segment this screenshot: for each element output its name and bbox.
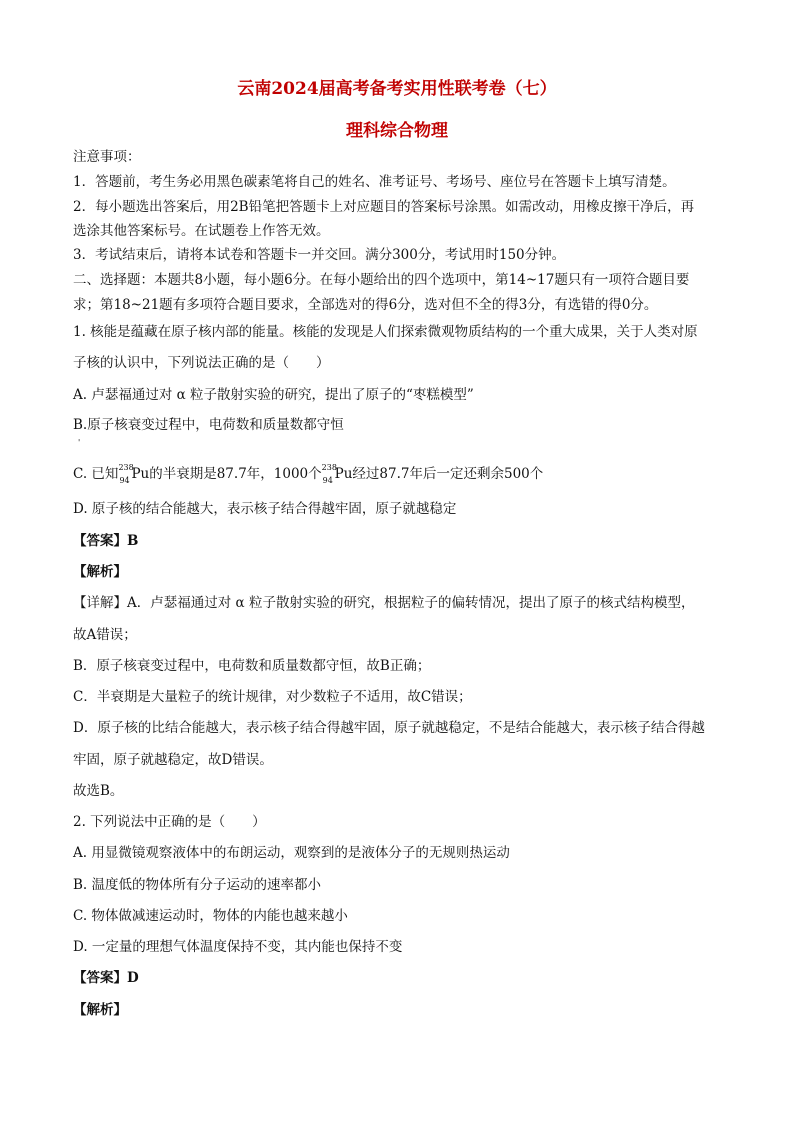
question-1-detail: 牢固，原子就越稳定，故D错误。: [73, 752, 273, 768]
exam-title: 云南2024届高考备考实用性联考卷（七）: [237, 79, 557, 99]
nuclide-atomic-number: 94: [322, 476, 333, 485]
answer-label: 【答案】: [73, 970, 127, 986]
option-c-prefix: C. 已知: [73, 466, 119, 482]
nuclide-symbol: [118, 465, 149, 483]
question-1-detail: C．半衰期是大量粒子的统计规律，对少数粒子不适用，故C错误；: [73, 689, 472, 705]
question-1-stem: 1. 核能是蕴藏在原子核内部的能量。核能的发现是人们探索微观物质结构的一个重大成果，关于人类对原: [73, 324, 698, 340]
notice-item: 选涂其他答案标号。在试题卷上作答无效。: [73, 223, 330, 239]
option-c-suffix: 经过87.7年后一定还剩余500个: [352, 466, 544, 482]
notice-item: 1．答题前，考生务必用黑色碳素笔将自己的姓名、准考证号、考场号、座位号在答题卡上填写清楚。: [73, 174, 676, 190]
nuclide-mass-number: 238: [321, 463, 337, 472]
section-instruction: 二、选择题：本题共8小题，每小题6分。在每小题给出的四个选项中，第14~17题只有一项符合题目要: [73, 272, 690, 288]
nuclide-atomic-number: 94: [119, 476, 130, 485]
nuclide-element: Pu: [334, 466, 353, 482]
section-instruction: 求；第18~21题有多项符合题目要求，全部选对的得6分，选对但不全的得3分，有选错的得0分。: [73, 297, 658, 313]
question-2-option-d: D. 一定量的理想气体温度保持不变，其内能也保持不变: [73, 939, 403, 955]
question-2-option-b: B. 温度低的物体所有分子运动的速率都小: [73, 877, 322, 893]
question-1-stem: 子核的认识中，下列说法正确的是（ ）: [73, 355, 330, 371]
question-1-option-a: A. 卢瑟福通过对 α 粒子散射实验的研究，提出了原子的“枣糕模型”: [73, 387, 474, 403]
question-2-analysis-label: 【解析】: [73, 1002, 127, 1018]
question-1-option-d: D. 原子核的结合能越大，表示核子结合得越牢固，原子就越稳定: [73, 501, 457, 517]
question-1-option-c: [73, 465, 733, 483]
question-1-analysis-label: 【解析】: [73, 564, 127, 580]
option-c-middle: 的半衰期是87.7年，1000个: [149, 466, 322, 482]
question-2-stem: 2. 下列说法中正确的是（ ）: [73, 814, 266, 830]
question-1-detail: B．原子核衰变过程中，电荷数和质量数都守恒，故B正确；: [73, 658, 431, 674]
nuclide-element: Pu: [131, 466, 150, 482]
question-1-detail: 故A错误；: [73, 627, 137, 643]
stray-mark: ': [78, 438, 81, 447]
answer-label: 【答案】: [73, 533, 127, 549]
nuclide-mass-number: 238: [118, 463, 134, 472]
question-1-option-b: B.原子核衰变过程中，电荷数和质量数都守恒: [73, 417, 344, 433]
question-1-detail: 故选B。: [73, 783, 124, 799]
exam-subtitle: 理科综合物理: [346, 121, 448, 141]
notice-item: 3．考试结束后，请将本试卷和答题卡一并交回。满分300分，考试用时150分钟。: [73, 247, 566, 263]
answer-value: B: [127, 533, 139, 549]
question-2-answer: [73, 969, 733, 987]
nuclide-symbol: [322, 465, 353, 483]
question-1-detail: D．原子核的比结合能越大，表示核子结合得越牢固，原子就越稳定，不是结合能越大，表示核子结合得越: [73, 720, 705, 736]
notice-heading: 注意事项：: [73, 149, 141, 165]
question-2-option-a: A. 用显微镜观察液体中的布朗运动，观察到的是液体分子的无规则热运动: [73, 845, 510, 861]
question-2-option-c: C. 物体做减速运动时，物体的内能也越来越小: [73, 908, 348, 924]
notice-item: 2．每小题选出答案后，用2B铅笔把答题卡上对应题目的答案标号涂黑。如需改动，用橡皮擦干净后，再: [73, 199, 695, 215]
question-1-detail: 【详解】A．卢瑟福通过对 α 粒子散射实验的研究，根据粒子的偏转情况，提出了原子的核式结构模型，: [73, 595, 695, 611]
answer-value: D: [127, 970, 139, 986]
question-1-answer: [73, 532, 733, 550]
